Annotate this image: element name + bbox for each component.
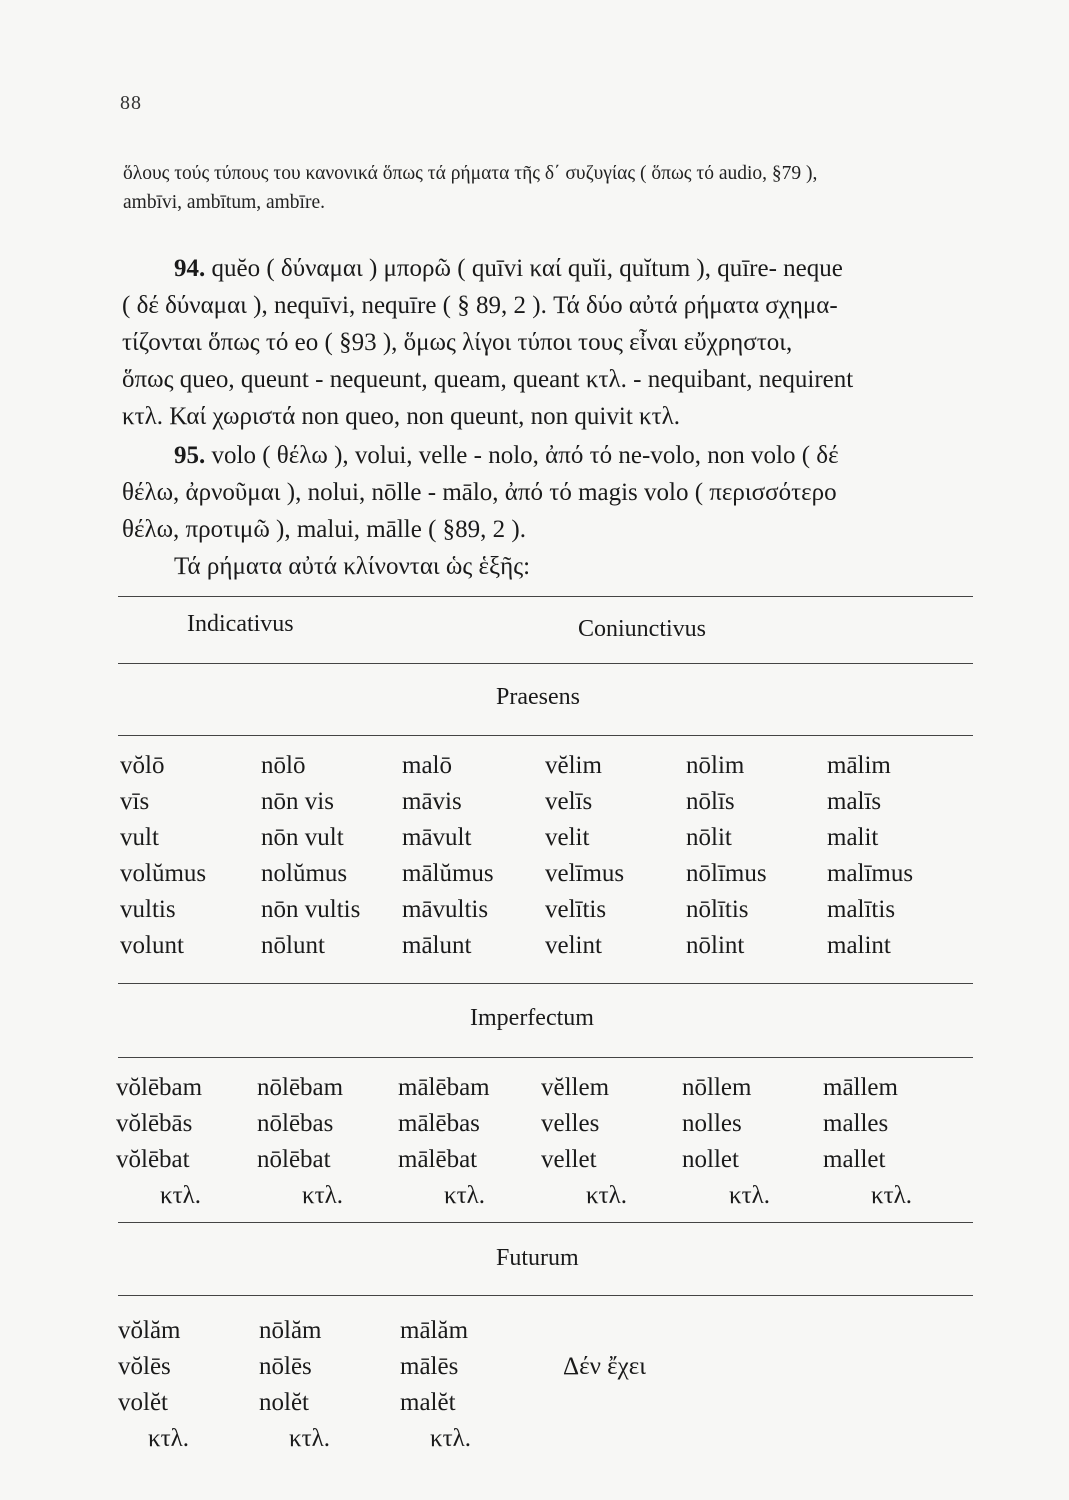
conjugation-cell: malīs [827, 788, 882, 815]
conjugation-cell: vĕllem [541, 1074, 610, 1101]
conjugation-cell: māvult [402, 824, 472, 851]
paragraph-94-line: τίζονται ὅπως τό eo ( §93 ), ὅμως λίγοι τύποι τους εἶναι εὔχρηστοι, [122, 329, 793, 356]
conjugation-cell: nōlēbam [257, 1074, 344, 1101]
conjugation-cell: κτλ. [302, 1182, 344, 1209]
conjugation-cell: nōlīmus [686, 860, 767, 887]
table-rule [118, 663, 973, 664]
column-header-indicativus: Indicativus [187, 611, 294, 637]
intro-line-2: ambīvi, ambītum, ambīre. [123, 192, 325, 213]
table-rule [118, 983, 973, 984]
conjugation-cell: nōlēs [259, 1353, 312, 1380]
section-title-imperfectum: Imperfectum [470, 1005, 594, 1031]
conjugation-cell: nōlint [686, 932, 745, 959]
table-rule [118, 735, 973, 736]
conjugation-cell: velītis [545, 896, 607, 923]
conjugation-cell: malles [823, 1110, 889, 1137]
paragraph-95-number: 95. [174, 442, 206, 469]
paragraph-94-number: 94. [174, 255, 206, 282]
paragraph-94-line: ὅπως queo, queunt - nequeunt, queam, queant κτλ. - nequibant, nequirent [122, 366, 854, 393]
conjugation-cell: mālēbam [398, 1074, 490, 1101]
paragraph-94-line: ( δέ δύναμαι ), nequīvi, nequīre ( § 89, 2 ). Τά δύο αὐτά ρήματα σχημα- [122, 292, 838, 319]
conjugation-cell: malītis [827, 896, 896, 923]
conjugation-cell: vellet [541, 1146, 597, 1173]
conjugation-cell: māvultis [402, 896, 489, 923]
conjugation-cell: volĕt [118, 1389, 168, 1416]
conjugation-cell: vultis [120, 896, 176, 923]
conjugation-cell: mālim [827, 752, 891, 779]
conjugation-cell: vŏlēs [118, 1353, 171, 1380]
paragraph-94-line: κτλ. Καί χωριστά non queo, non queunt, non quivit κτλ. [122, 403, 681, 430]
conjugation-cell: nolles [682, 1110, 742, 1137]
conjugation-cell: nōn vult [261, 824, 344, 851]
conjugation-cell: nōlim [686, 752, 745, 779]
paragraph-94-first-line [174, 255, 843, 283]
conjugation-cell: nōn vis [261, 788, 334, 815]
conjugation-cell: vŏlēbās [116, 1110, 193, 1137]
conjugation-cell: malit [827, 824, 879, 851]
paragraph-94-first-text: quĕo ( δύναμαι ) μπορῶ ( quīvi καί quĭi, quĭtum ), quīre- neque [211, 255, 843, 282]
conjugation-cell: malĕt [400, 1389, 456, 1416]
conjugation-cell: κτλ. [148, 1425, 190, 1452]
conjugation-cell: nollet [682, 1146, 739, 1173]
table-rule [118, 1222, 973, 1223]
conjugation-cell: nōlīs [686, 788, 735, 815]
conjugation-cell: māvis [402, 788, 462, 815]
conjugation-cell: velit [545, 824, 590, 851]
conjugation-cell: malō [402, 752, 452, 779]
conjugation-cell: κτλ. [289, 1425, 331, 1452]
conjugation-cell: mālunt [402, 932, 472, 959]
conjugation-cell: vult [120, 824, 159, 851]
conjugation-cell: velint [545, 932, 602, 959]
paragraph-95-first-text: volo ( θέλω ), volui, velle - nolo, ἀπό τό ne-volo, non volo ( δέ [211, 442, 839, 469]
conjugation-cell: malint [827, 932, 891, 959]
conjugation-cell: κτλ. [430, 1425, 472, 1452]
table-rule [118, 596, 973, 597]
conjugation-cell: nōlunt [261, 932, 325, 959]
conjugation-cell: nōlit [686, 824, 732, 851]
conjugation-cell: volŭmus [120, 860, 207, 887]
page-number: 88 [120, 92, 142, 114]
intro-line-1: ὅλους τούς τύπους του κανονικά ὅπως τά ρήματα τῆς δ΄ συζυγίας ( ὅπως τό audio, §79 ), [123, 163, 818, 184]
conjugation-cell: κτλ. [871, 1182, 913, 1209]
conjugation-cell: mālăm [400, 1317, 469, 1344]
conjugation-cell: nōlăm [259, 1317, 322, 1344]
conjugation-cell: volunt [120, 932, 184, 959]
conjugation-cell: κτλ. [444, 1182, 486, 1209]
conjugation-cell: mallet [823, 1146, 886, 1173]
conjugation-cell: nōlō [261, 752, 306, 779]
column-header-coniunctivus: Coniunctivus [578, 616, 707, 642]
conjugation-cell: vīs [120, 788, 150, 815]
table-rule [118, 1057, 973, 1058]
conjugation-cell: nolĕt [259, 1389, 309, 1416]
conjugation-cell: nōlēbat [257, 1146, 331, 1173]
conjugation-cell: vŏlēbam [116, 1074, 203, 1101]
conjugation-cell: māllem [823, 1074, 898, 1101]
conjugation-cell: nōlītis [686, 896, 749, 923]
conjugation-cell: κτλ. [729, 1182, 771, 1209]
futurum-note: Δέν ἔχει [563, 1353, 646, 1380]
table-intro: Τά ρήματα αὐτά κλίνονται ὡς ἑξῆς: [174, 553, 531, 580]
conjugation-cell: mālēbas [398, 1110, 480, 1137]
conjugation-cell: mālēs [400, 1353, 459, 1380]
conjugation-cell: velīmus [545, 860, 625, 887]
paragraph-95-line: θέλω, προτιμῶ ), malui, mālle ( §89, 2 ). [122, 516, 526, 543]
conjugation-cell: vŏlēbat [116, 1146, 190, 1173]
conjugation-cell: nōlēbas [257, 1110, 334, 1137]
conjugation-cell: nōn vultis [261, 896, 361, 923]
section-title-futurum: Futurum [496, 1245, 579, 1271]
conjugation-cell: mālŭmus [402, 860, 494, 887]
table-rule [118, 1295, 973, 1296]
conjugation-cell: velīs [545, 788, 593, 815]
conjugation-cell: nōllem [682, 1074, 752, 1101]
conjugation-cell: vĕlim [545, 752, 602, 779]
conjugation-cell: κτλ. [160, 1182, 202, 1209]
paragraph-95-first-line [174, 442, 839, 470]
conjugation-cell: vŏlō [120, 752, 165, 779]
conjugation-cell: malīmus [827, 860, 914, 887]
conjugation-cell: nolŭmus [261, 860, 348, 887]
paragraph-95-line: θέλω, ἀρνοῦμαι ), nolui, nōlle - mālo, ἀπό τό magis volo ( περισσότερο [122, 479, 837, 506]
conjugation-cell: velles [541, 1110, 600, 1137]
section-title-praesens: Praesens [496, 684, 580, 710]
conjugation-cell: mālēbat [398, 1146, 478, 1173]
conjugation-cell: vŏlăm [118, 1317, 181, 1344]
conjugation-cell: κτλ. [586, 1182, 628, 1209]
